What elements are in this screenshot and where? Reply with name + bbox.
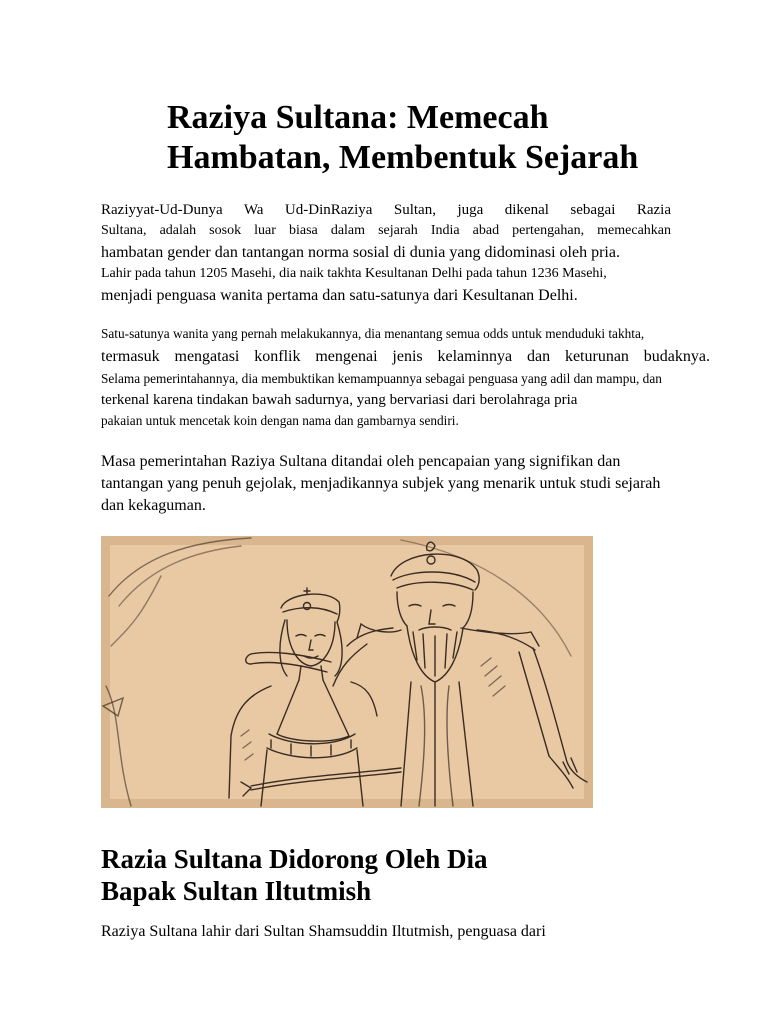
section-heading-line-1: Razia Sultana Didorong Oleh Dia	[101, 844, 488, 874]
section-heading-line-2: Bapak Sultan Iltutmish	[101, 876, 372, 906]
paragraph-1-line-2: Sultana, adalah sosok luar biasa dalam sejarah India abad pertengahan, memecahkan	[101, 223, 671, 238]
paragraph-2-line-5: pakaian untuk mencetak koin dengan nama dan gambarnya sendiri.	[101, 413, 459, 428]
page-title-line-1: Raziya Sultana: Memecah	[167, 99, 549, 136]
paragraph-3-line-3: dan kekaguman.	[101, 497, 206, 514]
paragraph-3-line-2: tantangan yang penuh gejolak, menjadikannya subjek yang menarik untuk studi sejarah	[101, 475, 661, 492]
paragraph-2-line-2: termasuk mengatasi konflik mengenai jenis kelaminnya dan keturunan budaknya.	[101, 348, 710, 365]
sketch-illustration-svg	[101, 536, 593, 808]
paragraph-4-line-1: Raziya Sultana lahir dari Sultan Shamsuddin Iltutmish, penguasa dari	[101, 923, 546, 940]
parchment-background	[101, 536, 593, 808]
sketch-illustration	[101, 536, 593, 808]
paragraph-1-line-1: Raziyyat-Ud-Dunya Wa Ud-DinRaziya Sultan, juga dikenal sebagai Razia	[101, 202, 671, 218]
paragraph-2-line-4: terkenal karena tindakan bawah sadurnya, yang bervariasi dari berolahraga pria	[101, 392, 578, 408]
paragraph-2-line-1: Satu-satunya wanita yang pernah melakukannya, dia menantang semua odds untuk menduduki takhta,	[101, 326, 645, 341]
paragraph-3-line-1: Masa pemerintahan Raziya Sultana ditandai oleh pencapaian yang signifikan dan	[101, 453, 621, 470]
page-title-line-2: Hambatan, Membentuk Sejarah	[167, 139, 639, 176]
paragraph-1-line-4: Lahir pada tahun 1205 Masehi, dia naik takhta Kesultanan Delhi pada tahun 1236 Masehi,	[101, 266, 607, 281]
paragraph-1-line-5: menjadi penguasa wanita pertama dan satu-satunya dari Kesultanan Delhi.	[101, 287, 578, 304]
paragraph-1-line-3: hambatan gender dan tantangan norma sosial di dunia yang didominasi oleh pria.	[101, 244, 620, 261]
paragraph-2-line-3: Selama pemerintahannya, dia membuktikan kemampuannya sebagai penguasa yang adil dan mampu, dan	[101, 371, 662, 386]
